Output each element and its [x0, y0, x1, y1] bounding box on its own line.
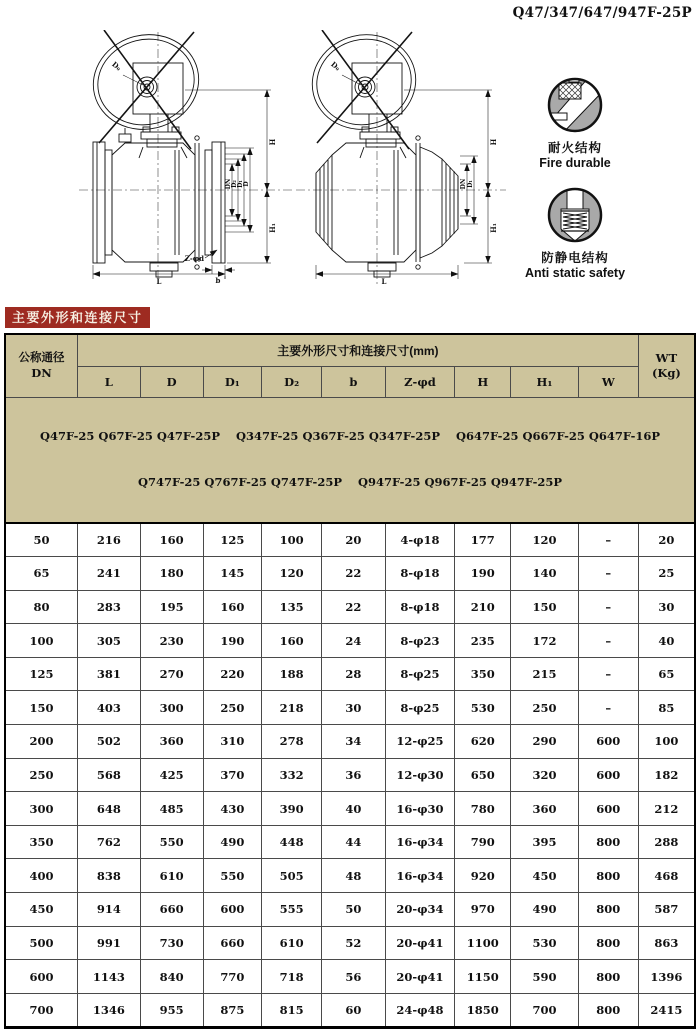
table-cell: 914: [77, 893, 140, 927]
table-cell: 135: [262, 590, 322, 624]
table-cell: 300: [140, 691, 203, 725]
table-cell: 2415: [638, 993, 695, 1028]
table-cell: 762: [77, 825, 140, 859]
table-cell: 800: [578, 926, 638, 960]
table-cell: –: [578, 657, 638, 691]
col-header-d1: D₁: [203, 366, 262, 397]
table-cell: 200: [5, 725, 77, 759]
table-cell: 381: [77, 657, 140, 691]
table-row: [5, 960, 695, 994]
table-cell: 20: [322, 523, 385, 557]
table-row: [5, 657, 695, 691]
table-cell: 395: [511, 825, 579, 859]
table-cell: 22: [322, 590, 385, 624]
table-cell: 8-φ23: [385, 624, 455, 658]
table-cell: 600: [578, 725, 638, 759]
table-cell: 12-φ25: [385, 725, 455, 759]
table-row: [5, 523, 695, 557]
table-cell: 215: [511, 657, 579, 691]
table-cell: 590: [511, 960, 579, 994]
table-cell: 600: [203, 893, 262, 927]
table-cell: 140: [511, 557, 579, 591]
table-cell: 30: [322, 691, 385, 725]
table-cell: 920: [455, 859, 511, 893]
table-cell: 505: [262, 859, 322, 893]
col-header-dn: 公称通径 DN: [5, 334, 77, 397]
table-cell: 502: [77, 725, 140, 759]
table-cell: 490: [511, 893, 579, 927]
table-cell: –: [578, 523, 638, 557]
label-dn: DN: [225, 178, 232, 190]
col-header-d: D: [140, 366, 203, 397]
table-cell: –: [578, 557, 638, 591]
label-d2: D₂: [231, 180, 238, 188]
model-codes-row: [5, 397, 695, 523]
table-cell: 188: [262, 657, 322, 691]
table-cell: 125: [203, 523, 262, 557]
feature-anti-static: [500, 185, 650, 280]
table-cell: 1150: [455, 960, 511, 994]
table-cell: 955: [140, 993, 203, 1028]
table-cell: 24-φ48: [385, 993, 455, 1028]
table-row: [5, 624, 695, 658]
model-codes: [5, 397, 695, 523]
table-cell: 555: [262, 893, 322, 927]
table-cell: 177: [455, 523, 511, 557]
table-cell: 212: [638, 792, 695, 826]
table-cell: 448: [262, 825, 322, 859]
table-cell: 195: [140, 590, 203, 624]
label-d1: D₁: [237, 180, 244, 188]
table-cell: 190: [203, 624, 262, 658]
table-cell: 56: [322, 960, 385, 994]
table-cell: 20-φ41: [385, 960, 455, 994]
table-cell: 620: [455, 725, 511, 759]
table-cell: 85: [638, 691, 695, 725]
table-cell: 50: [322, 893, 385, 927]
table-cell: 241: [77, 557, 140, 591]
table-cell: 1100: [455, 926, 511, 960]
table-cell: 290: [511, 725, 579, 759]
table-cell: 25: [638, 557, 695, 591]
label-h1: H₁: [268, 223, 277, 233]
table-row: [5, 691, 695, 725]
table-cell: 20-φ34: [385, 893, 455, 927]
table-cell: 65: [638, 657, 695, 691]
model-codes-line2: Q747F-25 Q767F-25 Q747F-25P Q947F-25 Q967F-25 Q947F-25P: [137, 475, 562, 489]
table-cell: 100: [262, 523, 322, 557]
table-cell: 600: [578, 758, 638, 792]
table-cell: 36: [322, 758, 385, 792]
table-cell: 1143: [77, 960, 140, 994]
table-body: [5, 523, 695, 1028]
table-cell: 400: [5, 859, 77, 893]
table-cell: 320: [511, 758, 579, 792]
table-cell: 430: [203, 792, 262, 826]
table-cell: 150: [5, 691, 77, 725]
table-cell: –: [578, 691, 638, 725]
table-cell: 160: [262, 624, 322, 658]
table-cell: 220: [203, 657, 262, 691]
table-cell: 1396: [638, 960, 695, 994]
table-cell: 425: [140, 758, 203, 792]
dimension-lines: [93, 75, 271, 279]
table-cell: 52: [322, 926, 385, 960]
table-cell: 16-φ34: [385, 825, 455, 859]
table-cell: 660: [203, 926, 262, 960]
table-row: [5, 590, 695, 624]
label-d0: D₀: [110, 59, 124, 73]
table-cell: 160: [140, 523, 203, 557]
table-cell: 250: [203, 691, 262, 725]
table-cell: 34: [322, 725, 385, 759]
label-h1: H₁: [489, 223, 498, 233]
label-l: L: [156, 277, 162, 286]
table-cell: 125: [5, 657, 77, 691]
table-cell: 718: [262, 960, 322, 994]
table-cell: 800: [578, 859, 638, 893]
table-row: [5, 557, 695, 591]
table-cell: 1346: [77, 993, 140, 1028]
valve-body: [93, 128, 225, 277]
table-cell: 16-φ34: [385, 859, 455, 893]
table-cell: 550: [140, 825, 203, 859]
handwheel: [302, 30, 426, 149]
table-cell: 350: [455, 657, 511, 691]
label-l: L: [381, 277, 387, 286]
valve-drawing-weld-end: [280, 30, 525, 295]
table-cell: 150: [511, 590, 579, 624]
table-cell: 770: [203, 960, 262, 994]
table-cell: 250: [5, 758, 77, 792]
table-row: [5, 792, 695, 826]
col-header-h: H: [455, 366, 511, 397]
table-cell: 800: [578, 825, 638, 859]
table-cell: 12-φ30: [385, 758, 455, 792]
table-cell: 970: [455, 893, 511, 927]
valve-body: [316, 136, 458, 277]
model-codes-line1: Q47F-25 Q67F-25 Q47F-25P Q347F-25 Q367F-25 Q347F-25P Q647F-25 Q667F-25 Q647F-16P: [39, 428, 660, 443]
page-title: Q47/347/647/947F-25P: [512, 5, 692, 21]
table-cell: 1850: [455, 993, 511, 1028]
table-cell: 360: [511, 792, 579, 826]
table-cell: –: [578, 624, 638, 658]
table-cell: 485: [140, 792, 203, 826]
table-cell: 530: [455, 691, 511, 725]
table-cell: 60: [322, 993, 385, 1028]
table-cell: 24: [322, 624, 385, 658]
label-h: H: [268, 138, 277, 146]
table-cell: 450: [511, 859, 579, 893]
table-cell: 160: [203, 590, 262, 624]
table-cell: 991: [77, 926, 140, 960]
anti-static-label-en: Anti static safety: [524, 266, 626, 280]
label-z-phi-d: Z-φd: [184, 254, 204, 263]
table-row: [5, 825, 695, 859]
table-cell: 48: [322, 859, 385, 893]
table-cell: 40: [322, 792, 385, 826]
table-cell: 270: [140, 657, 203, 691]
table-cell: 800: [578, 893, 638, 927]
dimension-labels: [110, 60, 277, 286]
gearbox-and-stem: [133, 63, 187, 158]
table-cell: 182: [638, 758, 695, 792]
drawings-section: [0, 30, 700, 305]
fire-durable-label-zh: 耐火结构: [547, 141, 602, 155]
feature-fire-durable: [500, 75, 650, 170]
table-row: [5, 993, 695, 1028]
table-cell: 218: [262, 691, 322, 725]
table-cell: 600: [5, 960, 77, 994]
table-cell: 40: [638, 624, 695, 658]
table-cell: 8-φ18: [385, 557, 455, 591]
table-cell: 283: [77, 590, 140, 624]
table-cell: 100: [638, 725, 695, 759]
table-cell: 120: [262, 557, 322, 591]
table-cell: 700: [511, 993, 579, 1028]
table-cell: 28: [322, 657, 385, 691]
table-cell: 332: [262, 758, 322, 792]
table-row: [5, 859, 695, 893]
table-cell: 490: [203, 825, 262, 859]
table-cell: 300: [5, 792, 77, 826]
table-cell: 568: [77, 758, 140, 792]
table-cell: 20: [638, 523, 695, 557]
anti-static-label-zh: 防静电结构: [541, 251, 609, 265]
table-cell: 815: [262, 993, 322, 1028]
table-cell: 840: [140, 960, 203, 994]
col-header-h1: H₁: [511, 366, 579, 397]
table-cell: 600: [578, 792, 638, 826]
table-cell: 100: [5, 624, 77, 658]
table-cell: –: [578, 590, 638, 624]
table-cell: 875: [203, 993, 262, 1028]
table-cell: 360: [140, 725, 203, 759]
col-header-d2: D₂: [262, 366, 322, 397]
label-dn: DN: [460, 178, 467, 190]
table-cell: 16-φ30: [385, 792, 455, 826]
table-cell: 403: [77, 691, 140, 725]
label-d1: D₁: [467, 180, 474, 188]
table-cell: 216: [77, 523, 140, 557]
table-cell: 800: [578, 993, 638, 1028]
table-cell: 44: [322, 825, 385, 859]
col-header-z-phi-d: Z-φd: [385, 366, 455, 397]
table-cell: 30: [638, 590, 695, 624]
fire-durable-label-en: Fire durable: [539, 156, 611, 170]
table-cell: 310: [203, 725, 262, 759]
label-d0: D₀: [329, 59, 343, 73]
table-cell: 22: [322, 557, 385, 591]
table-cell: 468: [638, 859, 695, 893]
table-cell: 450: [5, 893, 77, 927]
table-cell: 838: [77, 859, 140, 893]
col-header-dims-group: 主要外形尺寸和连接尺寸(mm): [77, 334, 638, 366]
table-cell: 180: [140, 557, 203, 591]
table-cell: 610: [140, 859, 203, 893]
table-cell: 65: [5, 557, 77, 591]
dimensions-table-wrap: [4, 333, 696, 1029]
col-header-w: W: [578, 366, 638, 397]
col-header-b: b: [322, 366, 385, 397]
table-cell: 780: [455, 792, 511, 826]
table-cell: 790: [455, 825, 511, 859]
fire-durable-icon: [545, 75, 605, 135]
table-cell: 700: [5, 993, 77, 1028]
col-header-l: L: [77, 366, 140, 397]
table-cell: 863: [638, 926, 695, 960]
table-cell: 660: [140, 893, 203, 927]
section-banner: 主要外形和连接尺寸: [5, 307, 150, 328]
table-cell: 172: [511, 624, 579, 658]
handwheel: [83, 30, 209, 149]
table-cell: 250: [511, 691, 579, 725]
table-cell: 288: [638, 825, 695, 859]
table-cell: 650: [455, 758, 511, 792]
table-cell: 278: [262, 725, 322, 759]
table-cell: 390: [262, 792, 322, 826]
table-cell: 8-φ25: [385, 657, 455, 691]
table-cell: 8-φ25: [385, 691, 455, 725]
table-cell: 50: [5, 523, 77, 557]
dimensions-table: [4, 333, 696, 1029]
table-cell: 305: [77, 624, 140, 658]
table-row: [5, 758, 695, 792]
col-header-wt: WT (Kg): [638, 334, 695, 397]
anti-static-icon: [545, 185, 605, 245]
label-d: D: [243, 181, 250, 187]
table-cell: 210: [455, 590, 511, 624]
table-cell: 587: [638, 893, 695, 927]
table-row: [5, 926, 695, 960]
table-cell: 4-φ18: [385, 523, 455, 557]
table-cell: 20-φ41: [385, 926, 455, 960]
table-cell: 120: [511, 523, 579, 557]
valve-drawing-flanged-end: [55, 30, 305, 295]
table-cell: 500: [5, 926, 77, 960]
table-cell: 800: [578, 960, 638, 994]
table-cell: 80: [5, 590, 77, 624]
table-cell: 235: [455, 624, 511, 658]
table-cell: 8-φ18: [385, 590, 455, 624]
table-cell: 550: [203, 859, 262, 893]
table-cell: 230: [140, 624, 203, 658]
centerlines: [296, 32, 506, 284]
table-cell: 190: [455, 557, 511, 591]
table-cell: 530: [511, 926, 579, 960]
table-row: [5, 725, 695, 759]
table-cell: 350: [5, 825, 77, 859]
label-b: b: [215, 276, 221, 285]
label-h: H: [489, 138, 498, 146]
table-cell: 730: [140, 926, 203, 960]
table-cell: 145: [203, 557, 262, 591]
table-row: [5, 893, 695, 927]
table-cell: 370: [203, 758, 262, 792]
table-cell: 610: [262, 926, 322, 960]
table-cell: 648: [77, 792, 140, 826]
dimension-lines: [316, 75, 492, 279]
